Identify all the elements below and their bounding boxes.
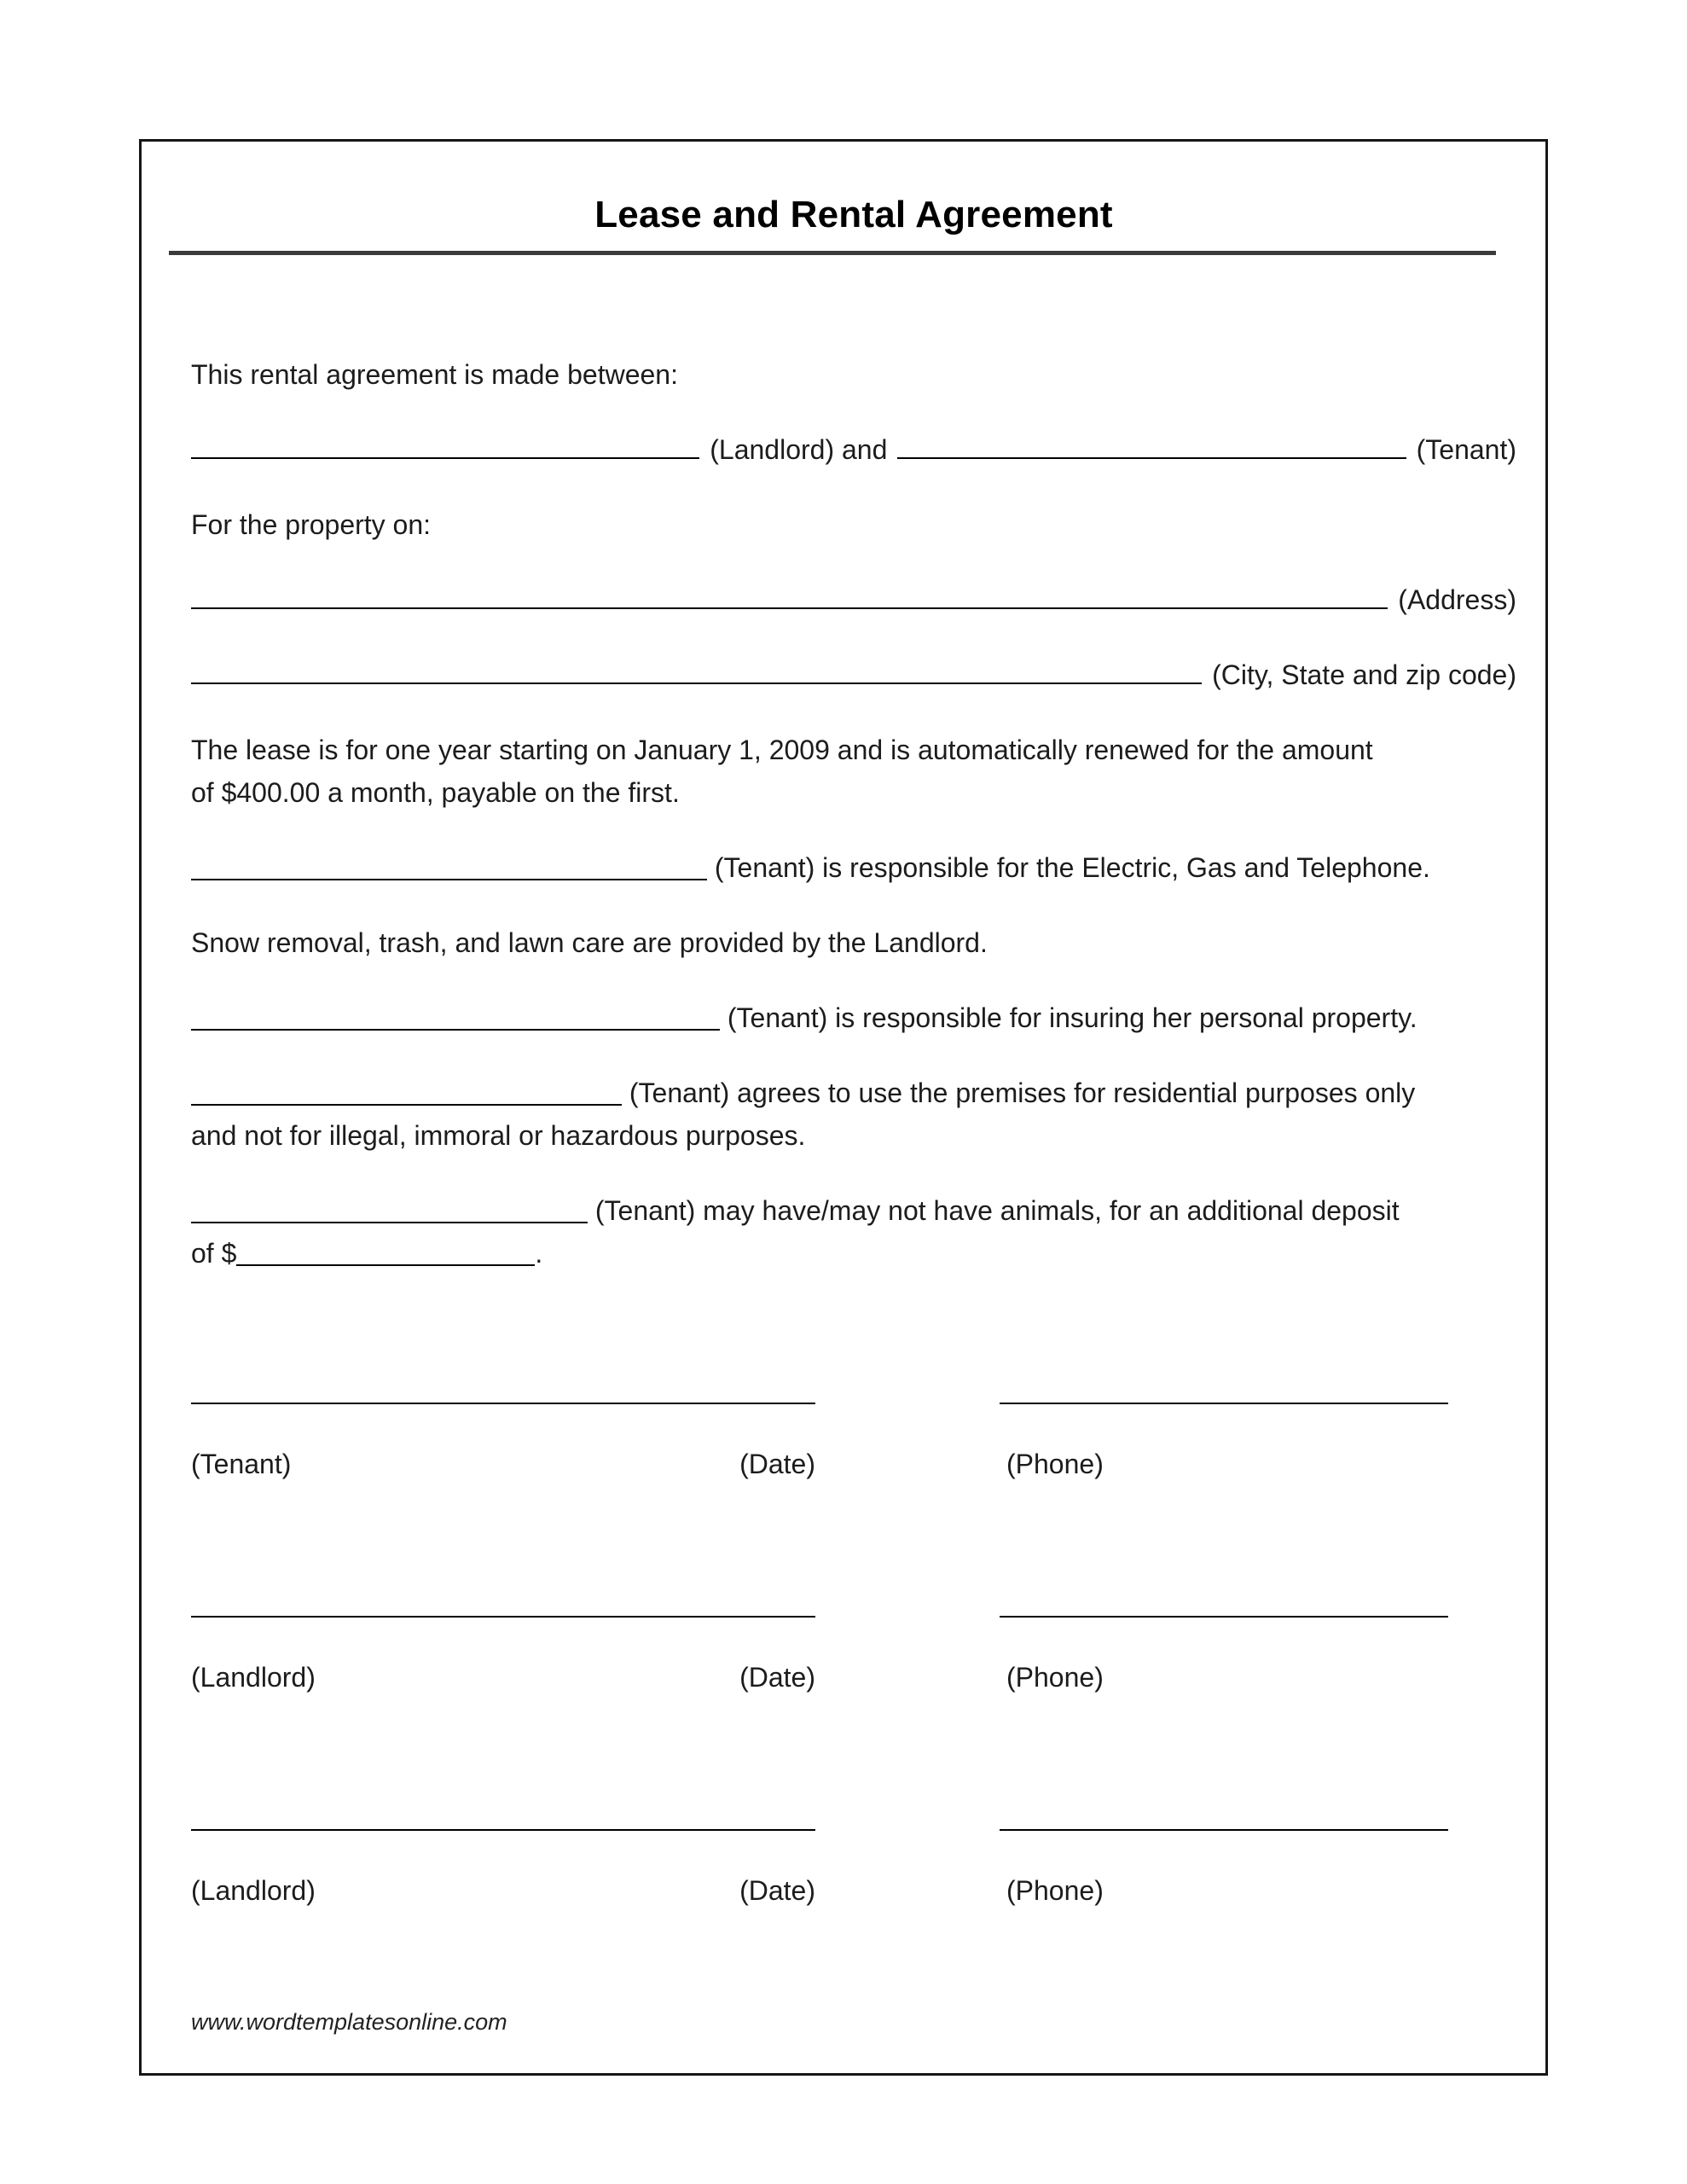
landlord-phone-line xyxy=(1000,1616,1448,1618)
city-state-zip-blank xyxy=(191,677,1202,684)
landlord-signature-line xyxy=(191,1829,815,1831)
use-text-line2: and not for illegal, immoral or hazardous purposes. xyxy=(191,1120,806,1151)
title-divider xyxy=(169,251,1496,255)
page-title: Lease and Rental Agreement xyxy=(594,194,1113,235)
signer-role-label: (Landlord) xyxy=(191,1875,316,1906)
signer-role-label: (Tenant) xyxy=(191,1449,292,1479)
document-page-frame xyxy=(139,139,1548,2076)
tenant-label: (Tenant) xyxy=(1416,434,1516,465)
deposit-prefix: of $ xyxy=(191,1238,237,1269)
use-tenant-blank xyxy=(191,1099,622,1106)
city-state-zip-line xyxy=(191,653,1516,696)
address-label: (Address) xyxy=(1398,584,1516,615)
lease-term-clause xyxy=(191,729,1516,814)
deposit-suffix: . xyxy=(535,1238,543,1269)
made-between-text: This rental agreement is made between: xyxy=(191,359,678,390)
use-text-line1: (Tenant) agrees to use the premises for residential purposes only xyxy=(629,1077,1416,1108)
landlord-provides-text: Snow removal, trash, and lawn care are provided by the Landlord. xyxy=(191,927,988,958)
landlord-signature-line xyxy=(191,1616,815,1618)
signature-section xyxy=(191,1403,1516,1908)
landlord-signature-block-1 xyxy=(191,1616,1516,1694)
lease-term-line1: The lease is for one year starting on January 1, 2009 and is automatically renewed for the amount xyxy=(191,735,1373,765)
address-line xyxy=(191,578,1516,621)
property-on-text: For the property on: xyxy=(191,509,432,540)
animals-text-line1: (Tenant) may have/may not have animals, for an additional deposit xyxy=(594,1195,1400,1226)
tenant-signature-block xyxy=(191,1403,1516,1481)
insurance-text: (Tenant) is responsible for insuring her personal property. xyxy=(727,1002,1417,1033)
landlord-name-blank xyxy=(191,452,699,459)
date-label: (Date) xyxy=(739,1449,815,1479)
utilities-tenant-blank xyxy=(191,874,707,880)
tenant-signature-line xyxy=(191,1403,815,1404)
insurance-tenant-blank xyxy=(191,1024,720,1031)
tenant-phone-line xyxy=(1000,1403,1448,1404)
address-blank xyxy=(191,602,1388,609)
deposit-amount-blank xyxy=(236,1259,535,1266)
date-label: (Date) xyxy=(739,1875,815,1906)
phone-label: (Phone) xyxy=(1006,1449,1104,1479)
signer-role-label: (Landlord) xyxy=(191,1662,316,1693)
landlord-signature-block-2 xyxy=(191,1829,1516,1908)
insurance-clause xyxy=(191,996,1516,1039)
utilities-text: (Tenant) is responsible for the Electric, Gas and Telephone. xyxy=(714,852,1430,883)
phone-label: (Phone) xyxy=(1006,1662,1104,1693)
premises-use-clause xyxy=(191,1072,1516,1157)
animals-tenant-blank xyxy=(191,1217,588,1223)
date-label: (Date) xyxy=(739,1662,815,1693)
landlord-label: (Landlord) and xyxy=(710,434,888,465)
landlord-phone-line xyxy=(1000,1829,1448,1831)
phone-label: (Phone) xyxy=(1006,1875,1104,1906)
parties-line xyxy=(191,428,1516,471)
website-footer: www.wordtemplatesonline.com xyxy=(191,2009,507,2035)
lease-term-line2: of $400.00 a month, payable on the first. xyxy=(191,777,680,808)
city-state-zip-label: (City, State and zip code) xyxy=(1212,659,1516,690)
utilities-clause xyxy=(191,846,1516,889)
animals-clause xyxy=(191,1189,1516,1275)
tenant-name-blank xyxy=(897,452,1406,459)
